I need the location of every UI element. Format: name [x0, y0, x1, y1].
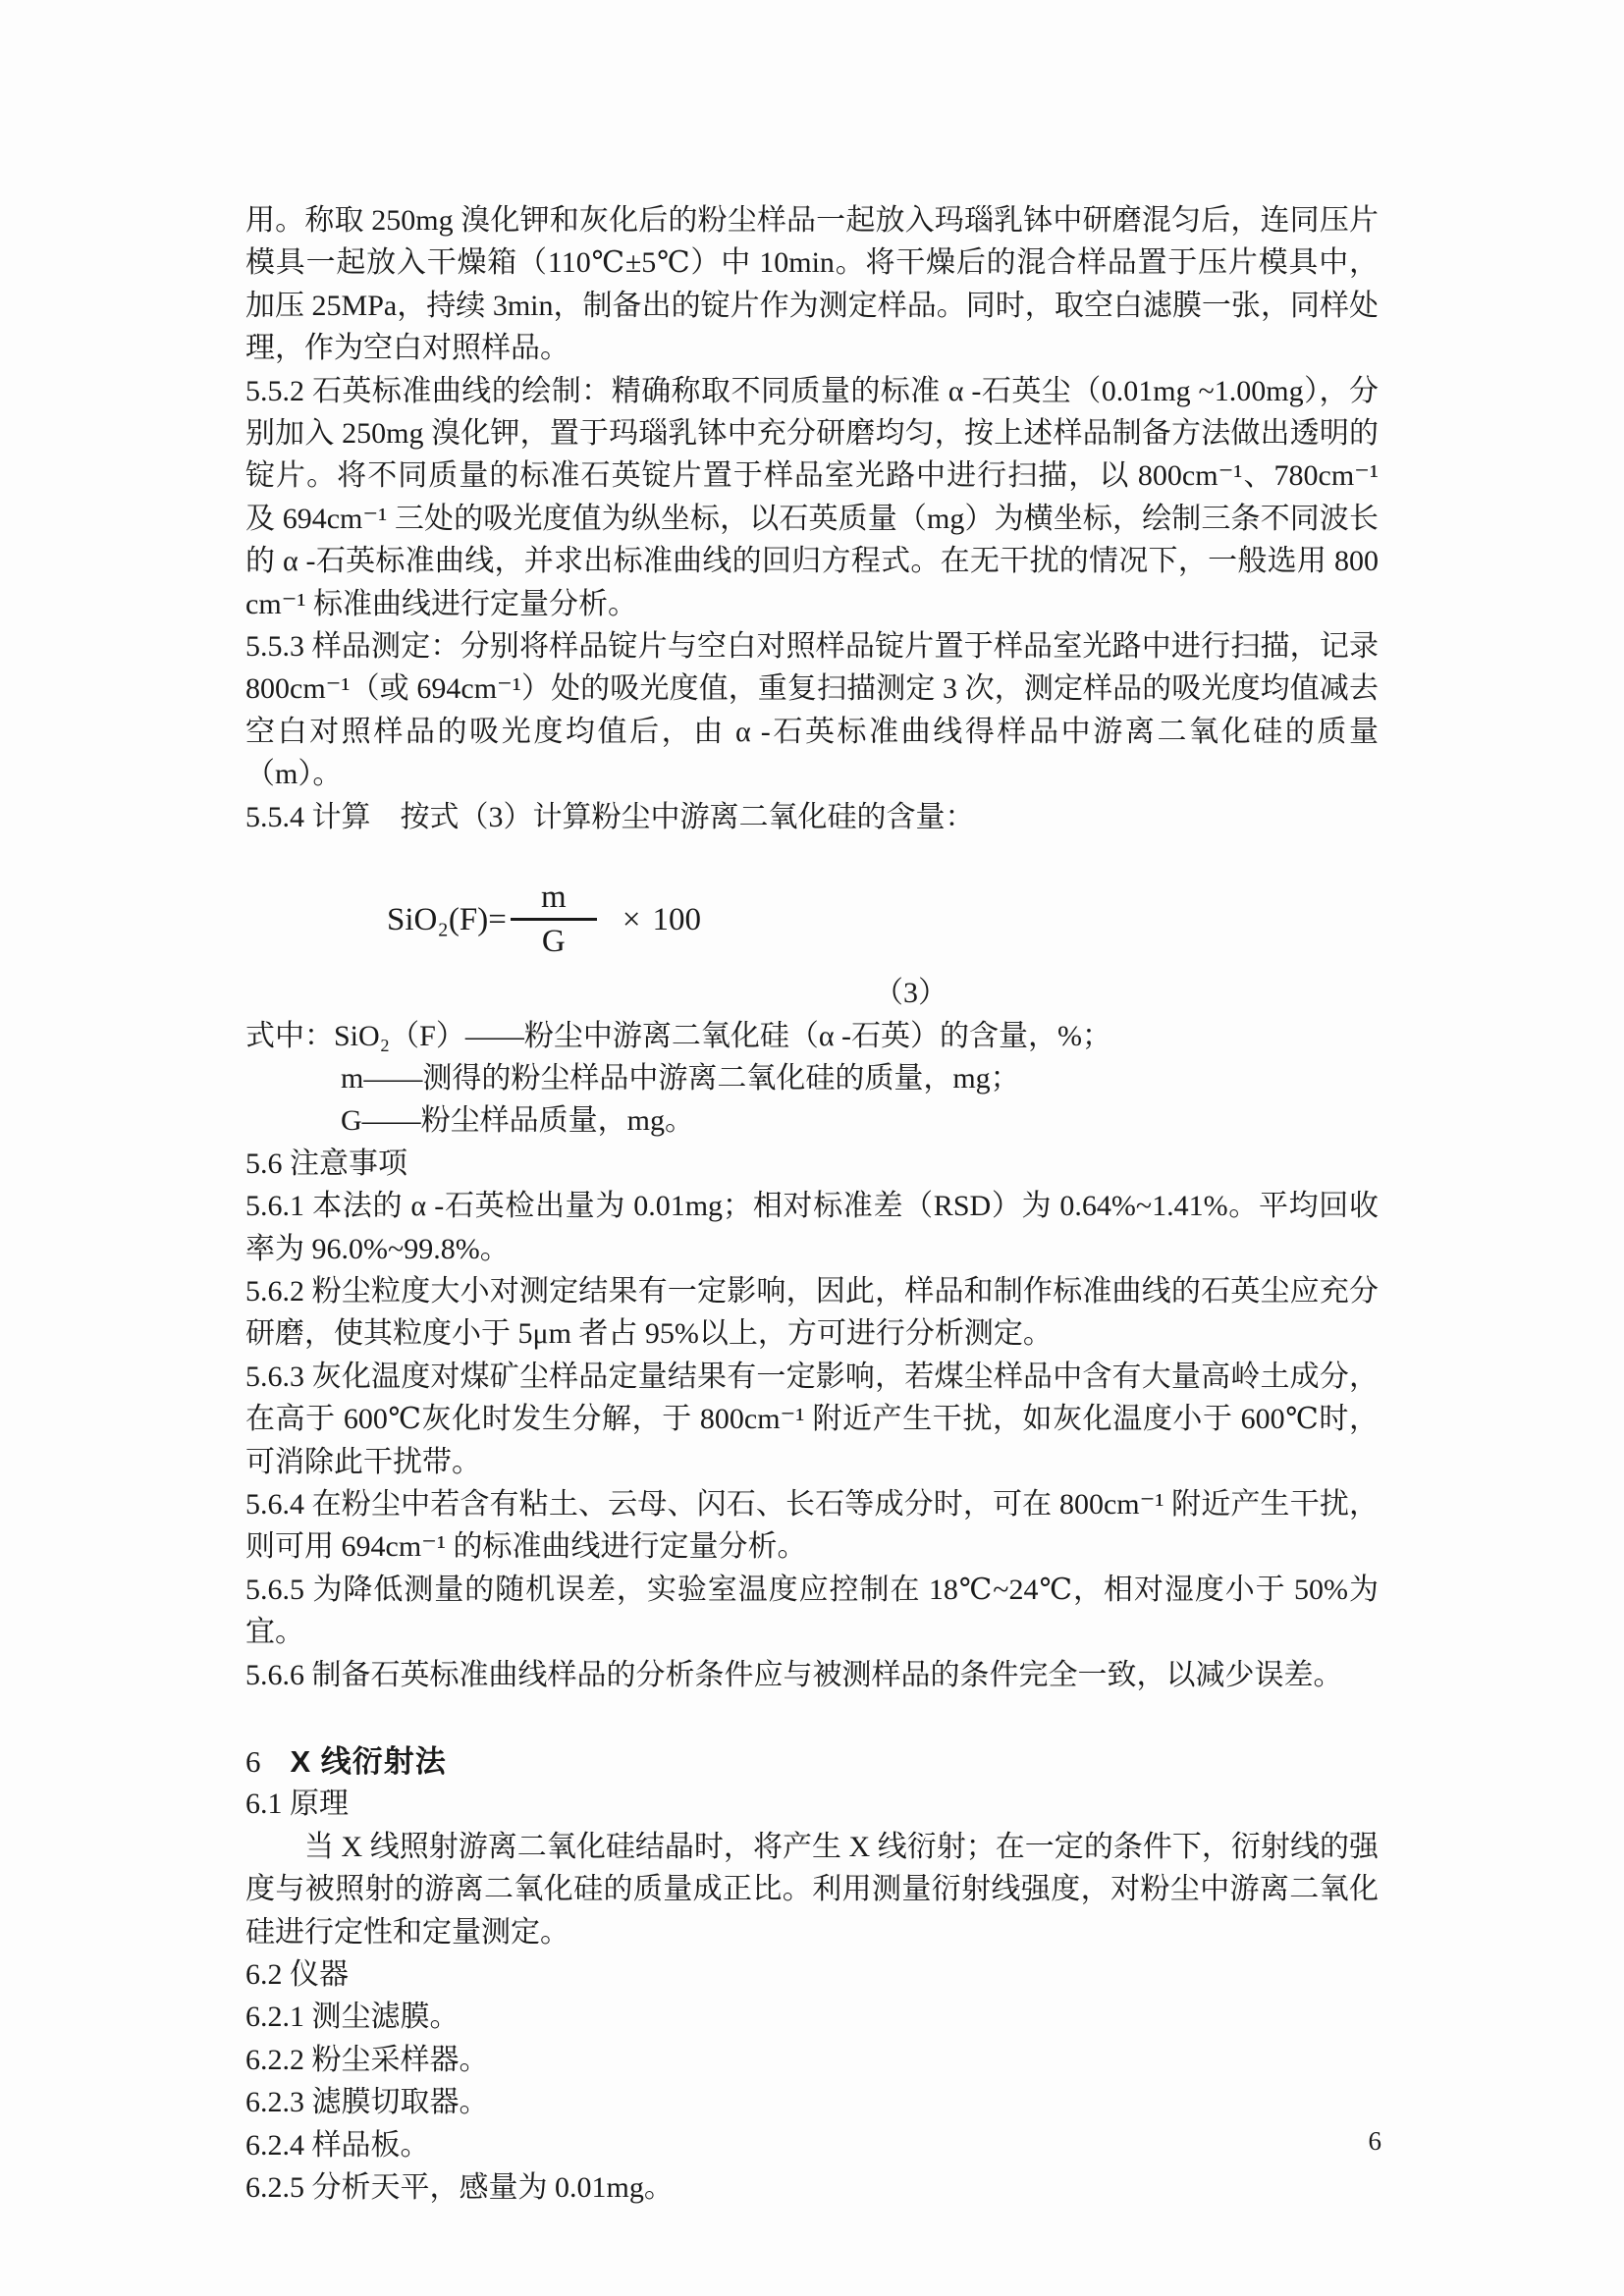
- section-6-title: X 线衍射法: [290, 1744, 447, 1779]
- paragraph-5-5-2: 5.5.2 石英标准曲线的绘制：精确称取不同质量的标准 α -石英尘（0.01mg ~1.00mg），分别加入 250mg 溴化钾，置于玛瑙乳钵中充分研磨均匀，按上述样品制备方法做出透明的锭片。将不同质量的标准石英锭片置于样品室光路中进行扫描，以 800cm⁻¹、780cm⁻¹ 及 694cm⁻¹ 三处的吸光度值为纵坐标，以石英质量（mg）为横坐标，绘制三条不同波长的 α -石英标准曲线，并求出标准曲线的回归方程式。在无干扰的情况下，一般选用 800cm⁻¹ 标准曲线进行定量分析。: [245, 374, 1379, 620]
- paragraph-6-2-2: 6.2.2 粉尘采样器。: [245, 2043, 489, 2076]
- paragraph-5-6: 5.6 注意事项: [245, 1147, 407, 1180]
- page-number: 6: [1368, 2126, 1381, 2156]
- formula-denominator: G: [511, 918, 597, 960]
- paragraph-6-2-5: 6.2.5 分析天平，感量为 0.01mg。: [245, 2171, 674, 2205]
- multiplication-sign: ×: [622, 901, 641, 937]
- document-content: [245, 199, 1379, 2209]
- formula-3-block: [245, 880, 1379, 1014]
- formula-numerator: m: [540, 880, 567, 916]
- paragraph-6-2-4: 6.2.4 样品板。: [245, 2128, 430, 2162]
- paragraph-6-2-1: 6.2.1 测尘滤膜。: [245, 2001, 460, 2034]
- formula-lhs: SiO₂(F)=: [387, 901, 507, 937]
- equation-number: （3）: [874, 977, 947, 1010]
- paragraph-5-6-3: 5.6.3 灰化温度对煤矿尘样品定量结果有一定影响，若煤尘样品中含有大量高岭土成分，在高于 600℃灰化时发生分解，于 800cm⁻¹ 附近产生干扰，如灰化温度小于 600℃时，可消除此干扰带。: [245, 1360, 1379, 1478]
- paragraph-5-6-5: 5.6.5 为降低测量的随机误差，实验室温度应控制在 18℃~24℃，相对湿度小于 50%为宜。: [245, 1573, 1379, 1649]
- paragraph-5-6-2: 5.6.2 粉尘粒度大小对测定结果有一定影响，因此，样品和制作标准曲线的石英尘应充分研磨，使其粒度小于 5μm 者占 95%以上，方可进行分析测定。: [245, 1274, 1379, 1351]
- formula-fraction: [511, 880, 597, 960]
- paragraph-6-1: 6.1 原理: [245, 1788, 349, 1821]
- paragraph-5-6-1: 5.6.1 本法的 α -石英检出量为 0.01mg；相对标准差（RSD）为 0.64%~1.41%。平均回收率为 96.0%~99.8%。: [245, 1190, 1379, 1265]
- section-6-heading: [245, 1740, 1379, 1783]
- paragraph-5-6-4: 5.6.4 在粉尘中若含有粘土、云母、闪石、长石等成分时，可在 800cm⁻¹ 附近产生干扰，则可用 694cm⁻¹ 的标准曲线进行定量分析。: [245, 1487, 1379, 1564]
- paragraph-5-5-3: 5.5.3 样品测定：分别将样品锭片与空白对照样品锭片置于样品室光路中进行扫描，记录 800cm⁻¹（或 694cm⁻¹）处的吸光度值，重复扫描测定 3 次，测定样品的吸光度均值减去空白对照样品的吸光度均值后，由 α -石英标准曲线得样品中游离二氧化硅的质量（m）。: [245, 630, 1379, 791]
- paragraph-intro-continuation: 用。称取 250mg 溴化钾和灰化后的粉尘样品一起放入玛瑙乳钵中研磨混匀后，连同压片模具一起放入干燥箱（110℃±5℃）中 10min。将干燥后的混合样品置于压片模具中，加压 25MPa，持续 3min，制备出的锭片作为测定样品。同时，取空白滤膜一张，同样处理，作为空白对照样品。: [245, 204, 1379, 365]
- formula-factor: 100: [652, 901, 701, 937]
- paragraph-6-2-3: 6.2.3 滤膜切取器。: [245, 2086, 489, 2119]
- paragraph-6-1-body: 当 X 线照射游离二氧化硅结晶时，将产生 X 线衍射；在一定的条件下，衍射线的强度与被照射的游离二氧化硅的质量成正比。利用测量衍射线强度，对粉尘中游离二氧化硅进行定性和定量测定。: [245, 1830, 1379, 1949]
- paragraph-definition-g: G——粉尘样品质量，mg。: [341, 1104, 694, 1138]
- formula-3: [387, 880, 1379, 960]
- paragraph-6-2: 6.2 仪器: [245, 1958, 349, 1992]
- section-6-number: 6: [245, 1744, 261, 1779]
- paragraph-definition-m: m——测得的粉尘样品中游离二氧化硅的质量，mg；: [341, 1061, 1020, 1095]
- paragraph-where-clause: 式中：SiO₂（F）——粉尘中游离二氧化硅（α -石英）的含量，%；: [245, 1019, 1112, 1052]
- paragraph-5-5-4: 5.5.4 计算 按式（3）计算粉尘中游离二氧化硅的含量：: [245, 800, 975, 833]
- paragraph-5-6-6: 5.6.6 制备石英标准曲线样品的分析条件应与被测样品的条件完全一致，以减少误差。: [245, 1658, 1343, 1691]
